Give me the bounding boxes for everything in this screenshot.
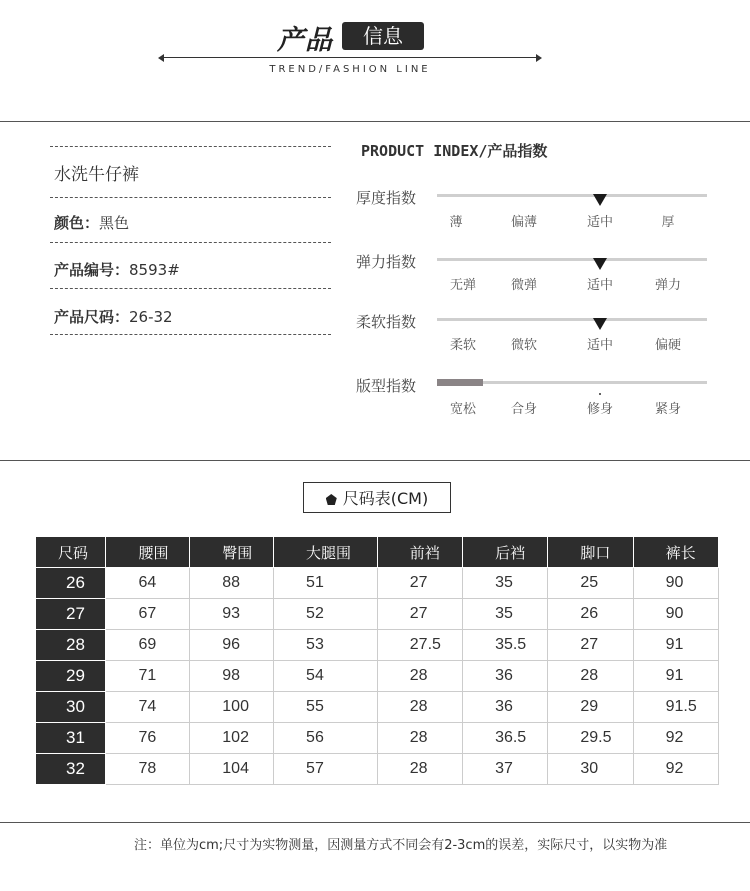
- table-cell: 28: [377, 754, 462, 785]
- table-row: [36, 661, 719, 692]
- dash-divider: [50, 146, 331, 147]
- size-cell: 31: [36, 723, 106, 754]
- index-label-fit: 版型指数: [356, 377, 417, 395]
- index-label-thickness: 厚度指数: [356, 189, 417, 207]
- table-cell: 35.5: [463, 630, 548, 661]
- table-cell: 69: [106, 630, 190, 661]
- index-marker-icon: [593, 258, 607, 270]
- product-code-label: 产品编号：: [54, 261, 130, 279]
- index-option: 微软: [510, 338, 537, 353]
- section-rule-middle: [0, 460, 750, 461]
- index-label-softness: 柔软指数: [356, 313, 417, 331]
- table-row: [36, 630, 719, 661]
- table-cell: 92: [633, 754, 718, 785]
- table-cell: 53: [274, 630, 378, 661]
- table-cell: 51: [274, 568, 378, 599]
- table-cell: 98: [190, 661, 274, 692]
- dash-divider: [50, 334, 331, 335]
- index-option: 合身: [510, 402, 537, 417]
- table-cell: 25: [548, 568, 633, 599]
- table-cell: 54: [274, 661, 378, 692]
- pentagon-icon: [326, 494, 337, 505]
- table-cell: 78: [106, 754, 190, 785]
- index-marker-icon: [593, 194, 607, 206]
- table-cell: 93: [190, 599, 274, 630]
- table-cell: 35: [463, 599, 548, 630]
- table-cell: 96: [190, 630, 274, 661]
- arrow-left-icon: [158, 54, 164, 62]
- table-cell: 55: [274, 692, 378, 723]
- table-header-cell: 后裆: [463, 537, 548, 568]
- table-header-cell: 大腿围: [274, 537, 378, 568]
- product-color-label: 颜色：: [54, 214, 100, 232]
- product-size-value: 26-32: [129, 308, 173, 326]
- size-cell: 27: [36, 599, 106, 630]
- table-header-cell: 腰围: [106, 537, 190, 568]
- table-cell: 27: [548, 630, 633, 661]
- table-cell: 36: [463, 661, 548, 692]
- table-cell: 27.5: [377, 630, 462, 661]
- table-cell: 37: [463, 754, 548, 785]
- table-cell: 91: [633, 661, 718, 692]
- table-cell: 104: [190, 754, 274, 785]
- index-option: 微弹: [510, 278, 537, 293]
- table-header-cell: 尺码: [36, 537, 106, 568]
- index-option: 厚: [661, 215, 675, 230]
- table-cell: 90: [633, 599, 718, 630]
- table-cell: 91: [633, 630, 718, 661]
- product-code-value: 8593#: [129, 261, 180, 279]
- size-cell: 30: [36, 692, 106, 723]
- table-row: [36, 754, 719, 785]
- table-cell: 92: [633, 723, 718, 754]
- index-option: 适中: [586, 338, 613, 353]
- table-cell: 30: [548, 754, 633, 785]
- index-option: 偏薄: [510, 215, 537, 230]
- size-chart-title: [303, 482, 451, 513]
- section-rule-top: [0, 121, 750, 122]
- table-cell: 36.5: [463, 723, 548, 754]
- table-cell: 74: [106, 692, 190, 723]
- product-size-label: 产品尺码：: [54, 308, 130, 326]
- size-table: [35, 536, 719, 785]
- table-cell: 56: [274, 723, 378, 754]
- product-code: [54, 259, 180, 280]
- table-cell: 36: [463, 692, 548, 723]
- size-chart-title-text: 尺码表(CM): [342, 489, 429, 508]
- size-cell: 29: [36, 661, 106, 692]
- table-header-cell: 臀围: [190, 537, 274, 568]
- table-cell: 28: [377, 692, 462, 723]
- table-cell: 57: [274, 754, 378, 785]
- dot-icon: [599, 393, 601, 395]
- table-cell: 26: [548, 599, 633, 630]
- index-marker-icon: [593, 318, 607, 330]
- table-header-cell: 脚口: [548, 537, 633, 568]
- table-header-cell: 前裆: [377, 537, 462, 568]
- size-cell: 32: [36, 754, 106, 785]
- product-size-range: [54, 306, 173, 327]
- table-cell: 91.5: [633, 692, 718, 723]
- table-cell: 100: [190, 692, 274, 723]
- table-header-row: [36, 537, 719, 568]
- index-option: 宽松: [449, 402, 476, 417]
- table-cell: 102: [190, 723, 274, 754]
- table-row: [36, 723, 719, 754]
- table-row: [36, 568, 719, 599]
- table-header-cell: 裤长: [633, 537, 718, 568]
- size-cell: 26: [36, 568, 106, 599]
- index-bar-thickness: [437, 194, 707, 197]
- table-cell: 71: [106, 661, 190, 692]
- index-title: PRODUCT INDEX/产品指数: [361, 142, 548, 160]
- table-cell: 76: [106, 723, 190, 754]
- header-divider: [160, 57, 540, 58]
- size-note: 注：单位为cm;尺寸为实物测量，因测量方式不同会有2-3cm的误差，实际尺寸，以实物为准: [134, 838, 668, 853]
- table-cell: 27: [377, 568, 462, 599]
- index-option: 适中: [586, 278, 613, 293]
- table-cell: 28: [377, 723, 462, 754]
- index-bar-softness: [437, 318, 707, 321]
- table-cell: 64: [106, 568, 190, 599]
- table-cell: 27: [377, 599, 462, 630]
- index-option: 修身: [586, 402, 613, 417]
- header-title-main: 产品: [277, 25, 333, 56]
- index-option: 弹力: [654, 278, 681, 293]
- table-cell: 29.5: [548, 723, 633, 754]
- table-cell: 28: [548, 661, 633, 692]
- table-cell: 28: [377, 661, 462, 692]
- index-option: 柔软: [449, 338, 476, 353]
- dash-divider: [50, 288, 331, 289]
- header-title-badge: 信息: [342, 22, 424, 50]
- index-label-elasticity: 弹力指数: [356, 253, 417, 271]
- table-cell: 88: [190, 568, 274, 599]
- index-bar-elasticity: [437, 258, 707, 261]
- dash-divider: [50, 242, 331, 243]
- table-cell: 90: [633, 568, 718, 599]
- table-cell: 29: [548, 692, 633, 723]
- table-cell: 35: [463, 568, 548, 599]
- header-subtitle: TREND/FASHION LINE: [269, 64, 431, 75]
- table-row: [36, 599, 719, 630]
- index-option: 偏硬: [654, 338, 681, 353]
- section-rule-bottom: [0, 822, 750, 823]
- index-fill-fit: [437, 379, 483, 386]
- dash-divider: [50, 197, 331, 198]
- arrow-right-icon: [536, 54, 542, 62]
- table-row: [36, 692, 719, 723]
- product-color-value: 黑色: [99, 214, 130, 232]
- index-option: 薄: [449, 215, 463, 230]
- index-option: 无弹: [449, 278, 476, 293]
- table-cell: 52: [274, 599, 378, 630]
- product-color: [54, 212, 129, 233]
- table-cell: 67: [106, 599, 190, 630]
- index-option: 紧身: [654, 402, 681, 417]
- product-name: 水洗牛仔裤: [54, 165, 139, 185]
- size-cell: 28: [36, 630, 106, 661]
- index-option: 适中: [586, 215, 613, 230]
